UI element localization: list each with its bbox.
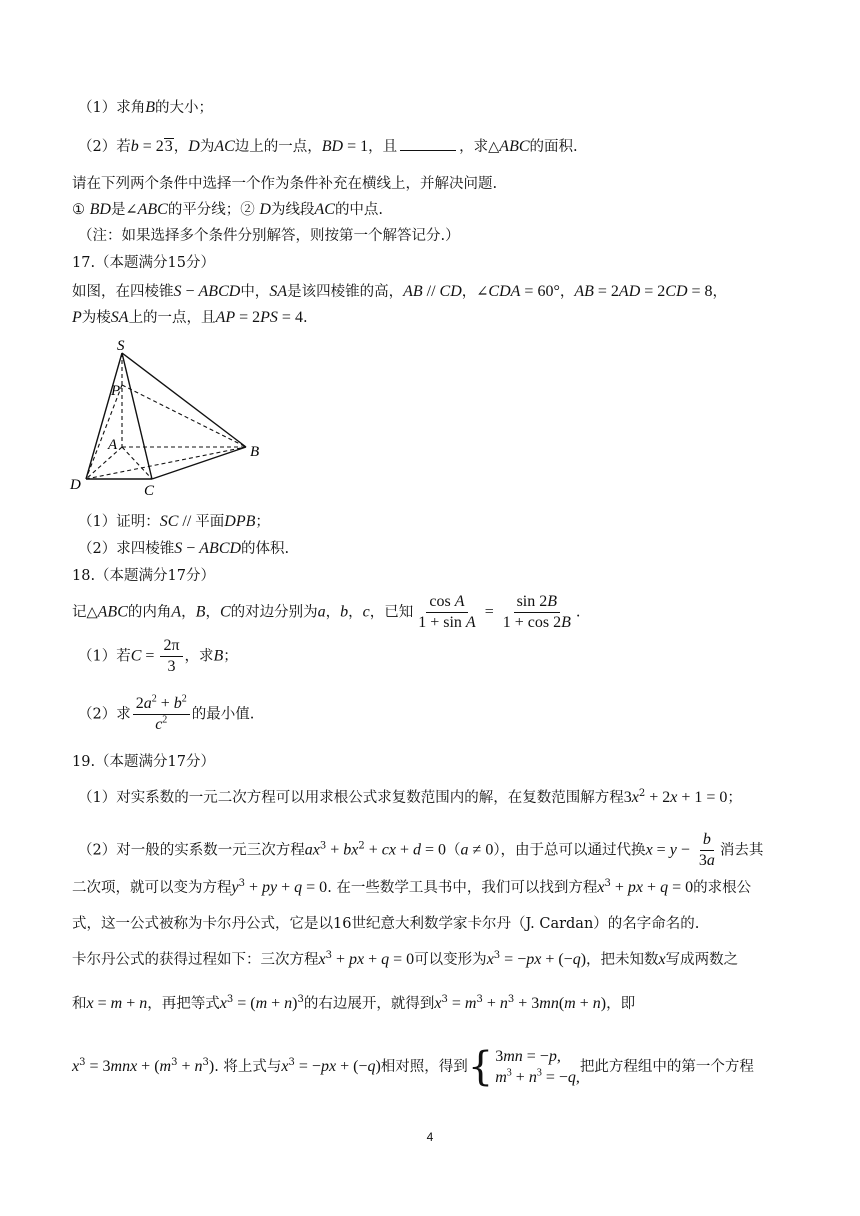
q17-stem-line2: P为棱SA上的一点，且AP = 2PS = 4.: [72, 309, 308, 326]
label-c: C: [144, 483, 155, 499]
q19-part2-line2: 二次项，就可以变为方程$y^3$ + py + q = 0. 在一些数学工具书中，我们可以找到方程$x^3$ + px + q = 0的求根公: [72, 878, 752, 896]
label-a: A: [108, 437, 118, 453]
q16-instruction: 请在下列两个条件中选择一个作为条件补充在横线上，并解决问题.: [72, 176, 498, 192]
page-number: 4: [426, 1130, 434, 1144]
q17-part1: （1）证明：SC // 平面DPB；: [78, 513, 270, 530]
q16-note: （注：如果选择多个条件分别解答，则按第一个解答记分.）: [78, 228, 460, 244]
q16-conditions: ① BD是∠ABC的平分线；② D为线段AC的中点.: [72, 201, 384, 218]
pyramid-figure: [60, 335, 280, 500]
q18-stem: 记△ABC的内角A，B，C的对边分别为a，b，c，已知 $\frac{\text{cos A}}{\text{1 + sin A}}$ = $\frac{\sin 2B}{1 + \cos 2B}$ .: [72, 593, 581, 631]
q18-part1: （1）若C = $\frac{2\pi}{3}$ ，求B；: [78, 637, 238, 675]
q16-part2: （2）若b = 23，D为AC边上的一点，BD = 1，且 ，求△ABC的面积.: [78, 138, 578, 155]
q19-header: 19.（本题满分17分）: [72, 754, 216, 770]
label-d: D: [70, 477, 81, 493]
q17-header: 17.（本题满分15分）: [72, 255, 216, 271]
q19-derive-line3: $x^3 = 3mnx + (m^3 + n^3)$. 将上式与$x^3 = -px + (-q)$相对照，得到 { 3mn = −p, $m^3 + n^3 = -q$, 把此方程组中的第一个方程: [72, 1044, 754, 1090]
q16-part1: （1）求角B的大小；: [78, 99, 214, 116]
q19-part2-line3: 式，这一公式被称为卡尔丹公式，它是以16世纪意大利数学家卡尔丹（J. Cardan）的名字命名的.: [72, 916, 700, 932]
q17-part2: （2）求四棱锥S − ABCD的体积.: [78, 540, 290, 557]
q19-derive-line1: 卡尔丹公式的获得过程如下：三次方程$x^3$ + px + q = 0可以变形为$x^3 = -px + (-q)$，把未知数x写成两数之: [72, 950, 739, 968]
q18-part2: （2）求 $\frac{2a^2 + b^2}{c^2}$ 的最小值.: [78, 693, 255, 733]
q19-part1: （1）对实系数的一元二次方程可以用求根公式求复数范围内的解，在复数范围解方程$3x^2 + 2x + 1 = 0$；: [78, 788, 742, 806]
label-p: P: [111, 383, 121, 399]
q17-stem-line1: 如图，在四棱锥S − ABCD中，SA是该四棱锥的高，AB // CD，∠CDA = 60°，AB = 2AD = 2CD = 8，: [72, 283, 728, 300]
q19-derive-line2: 和x = m + n，再把等式$x^3 = (m + n)^3$的右边展开，就得到$x^3 = m^3 + n^3 + 3mn(m + n)$，即: [72, 994, 636, 1012]
q19-part2-line1: （2）对一般的实系数一元三次方程$ax^3 + bx^2$ + cx + d = 0（a ≠ 0），由于总可以通过代换x = y − $\frac{b}{3a}$ 消去其: [78, 831, 764, 869]
label-s: S: [117, 338, 125, 354]
label-b: B: [250, 444, 260, 460]
q18-header: 18.（本题满分17分）: [72, 568, 216, 584]
answer-blank: [400, 136, 456, 151]
